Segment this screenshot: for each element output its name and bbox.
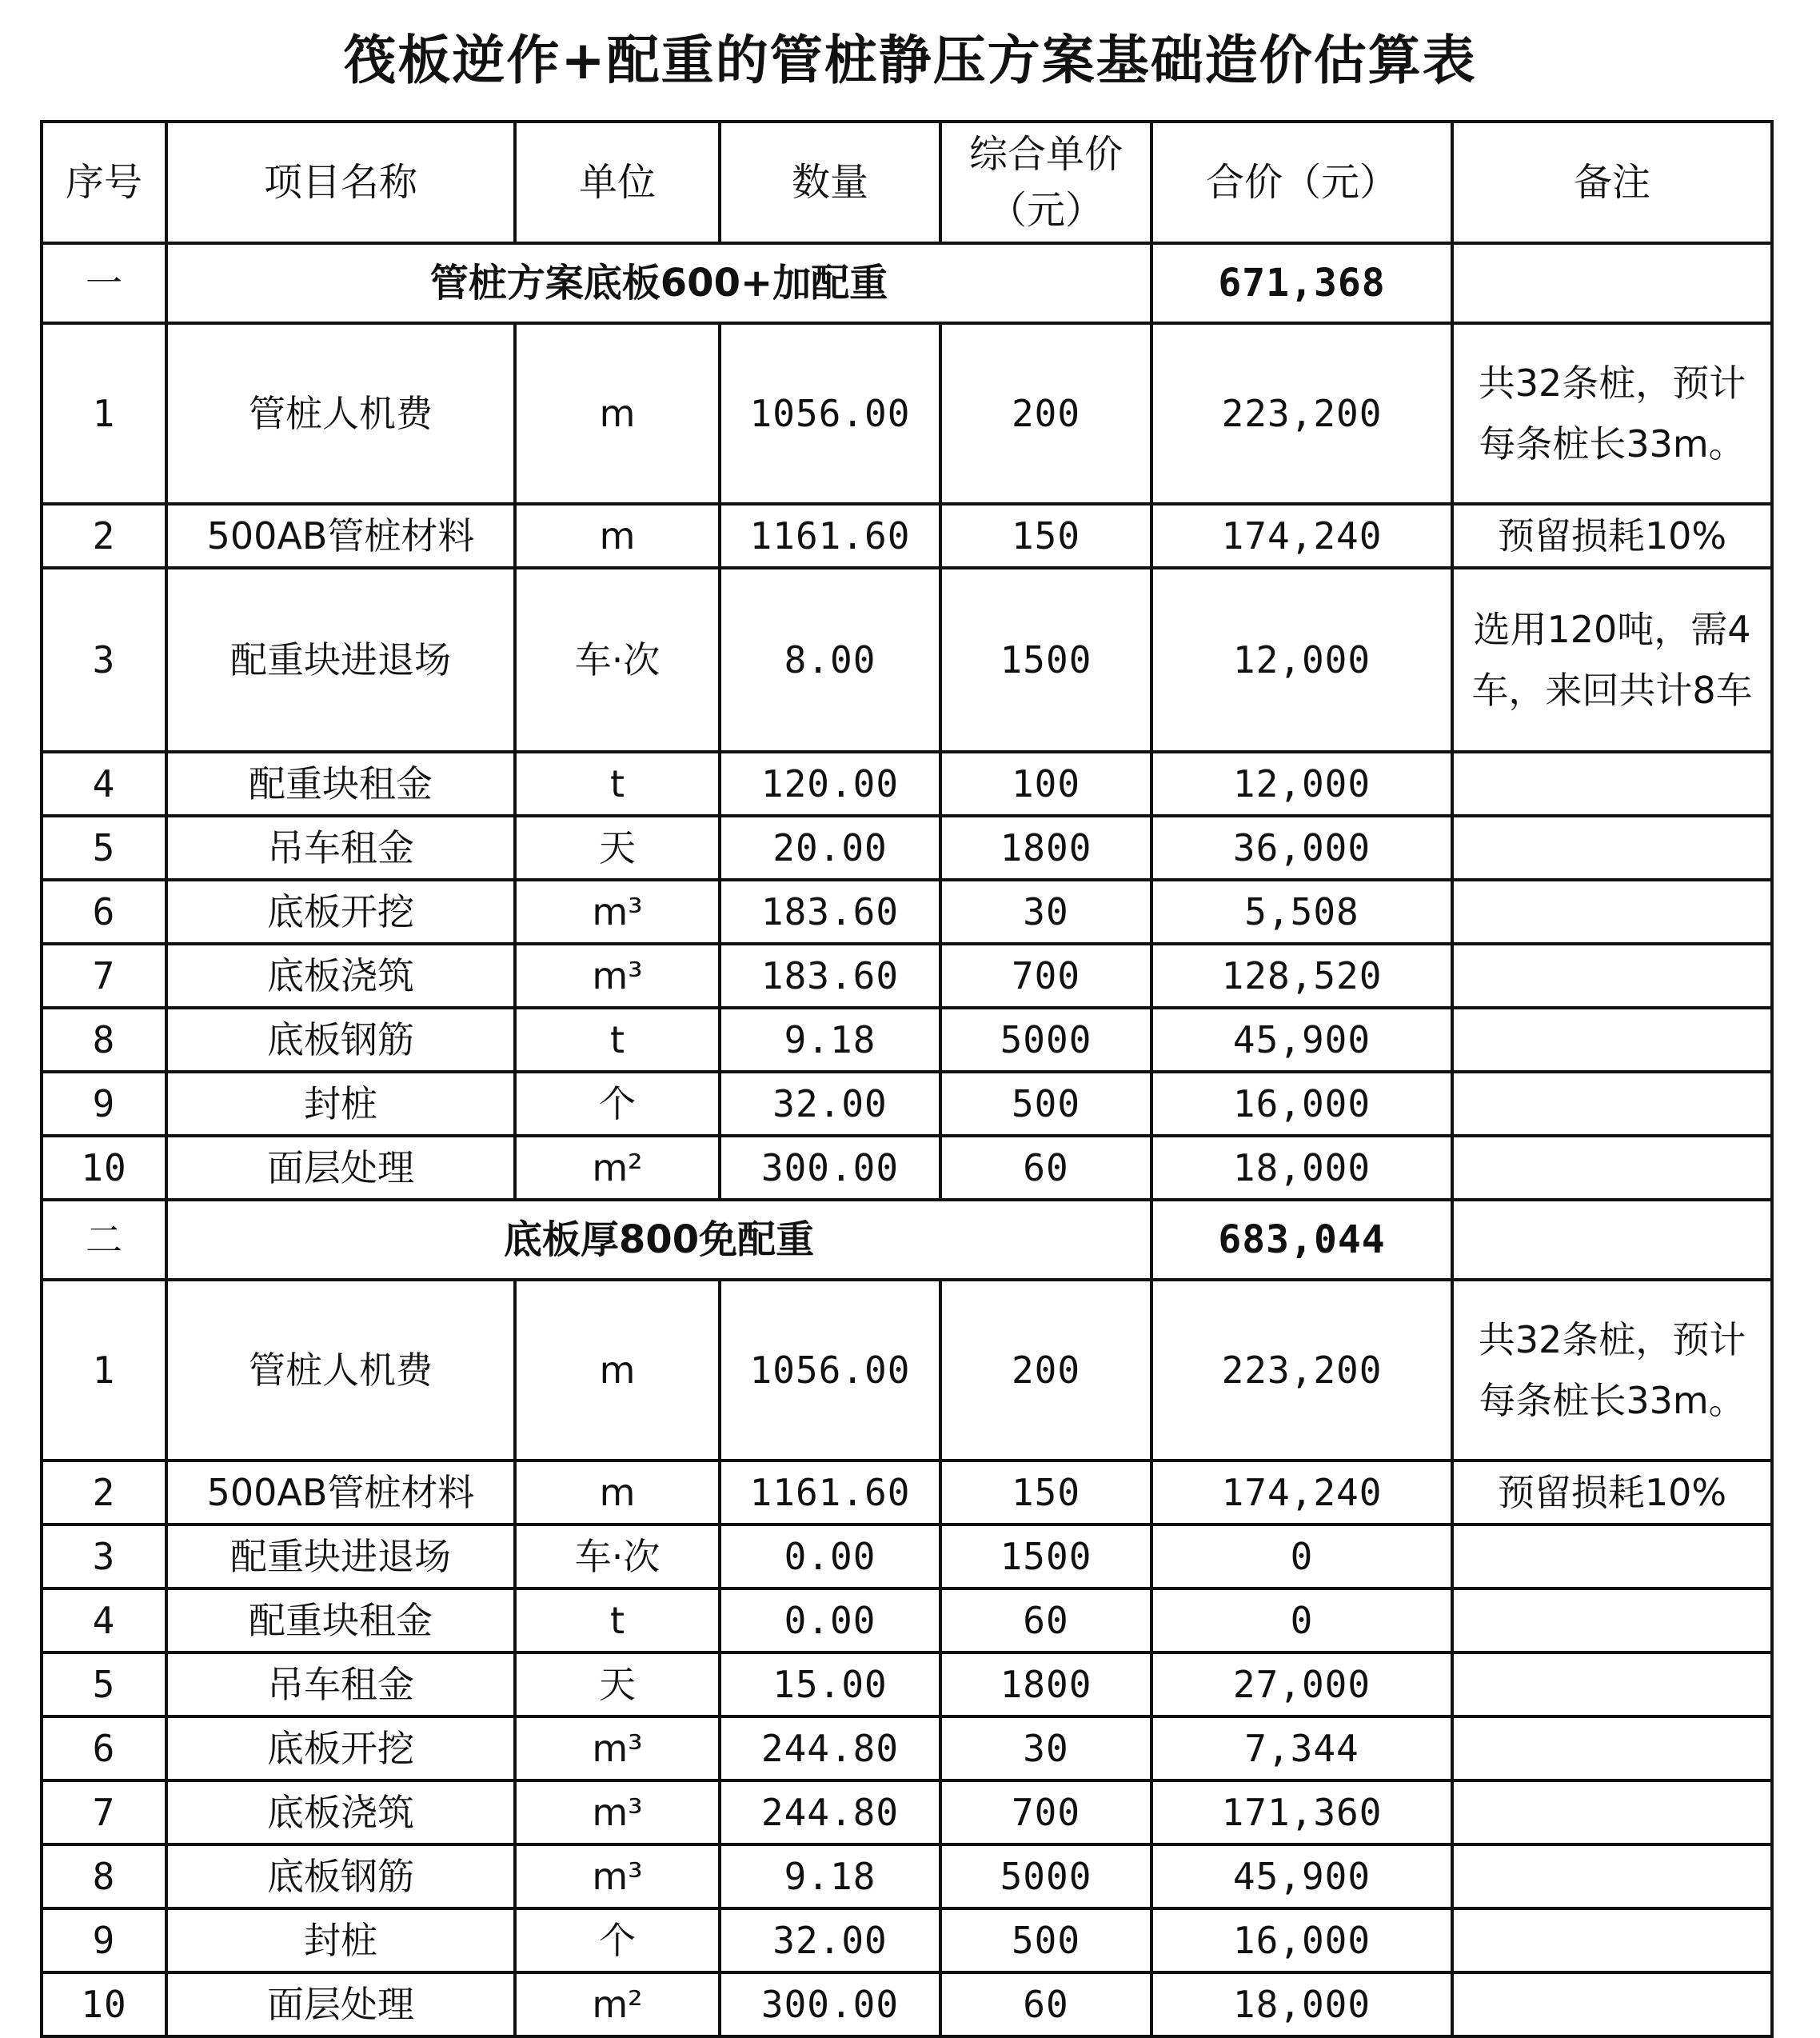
row-qty: 300.00: [720, 1136, 940, 1200]
section-title: 管桩方案底板600+加配重: [166, 243, 1151, 323]
row-unit: m: [515, 1280, 720, 1461]
row-unit: 天: [515, 816, 720, 880]
row-unit: m³: [515, 1844, 720, 1908]
row-remark: 预留损耗10%: [1452, 504, 1772, 568]
table-row: [42, 1844, 1772, 1908]
table-row: [42, 1588, 1772, 1652]
table-row: [42, 1280, 1772, 1461]
row-qty: 183.60: [720, 880, 940, 944]
row-unit-price: 200: [940, 1280, 1151, 1461]
row-qty: 9.18: [720, 1008, 940, 1072]
row-no: 1: [42, 1280, 166, 1461]
row-unit-price: 5000: [940, 1008, 1151, 1072]
row-remark: [1452, 1908, 1772, 1972]
table-row: [42, 1908, 1772, 1972]
row-unit: m²: [515, 1972, 720, 2036]
row-unit-price: 60: [940, 1136, 1151, 1200]
row-unit: m: [515, 323, 720, 504]
row-unit-price: 5000: [940, 1844, 1151, 1908]
row-name: 底板浇筑: [166, 1780, 515, 1844]
row-unit: m²: [515, 1136, 720, 1200]
row-name: 底板钢筋: [166, 1008, 515, 1072]
row-qty: 1056.00: [720, 1280, 940, 1461]
section-no: 二: [42, 1200, 166, 1280]
row-total: 174,240: [1151, 504, 1452, 568]
table-row: [42, 1972, 1772, 2036]
row-name: 底板钢筋: [166, 1844, 515, 1908]
row-qty: 8.00: [720, 568, 940, 752]
row-total: 5,508: [1151, 880, 1452, 944]
section-title: 底板厚800免配重: [166, 1200, 1151, 1280]
header-no: 序号: [42, 122, 166, 243]
row-no: 7: [42, 944, 166, 1008]
row-no: 9: [42, 1072, 166, 1136]
row-remark: 选用120吨，需4车，来回共计8车: [1452, 568, 1772, 752]
row-name: 底板浇筑: [166, 944, 515, 1008]
row-qty: 244.80: [720, 1716, 940, 1780]
section-remark: [1452, 243, 1772, 323]
table-row: [42, 944, 1772, 1008]
table-row: [42, 1652, 1772, 1716]
row-qty: 15.00: [720, 1652, 940, 1716]
row-no: 10: [42, 1136, 166, 1200]
table-row: [42, 1136, 1772, 1200]
row-qty: 9.18: [720, 1844, 940, 1908]
row-total: 174,240: [1151, 1461, 1452, 1525]
header-qty: 数量: [720, 122, 940, 243]
row-name: 500AB管桩材料: [166, 1461, 515, 1525]
row-no: 5: [42, 816, 166, 880]
table-row: [42, 1716, 1772, 1780]
row-unit-price: 30: [940, 880, 1151, 944]
header-remark: 备注: [1452, 122, 1772, 243]
row-no: 1: [42, 323, 166, 504]
row-remark: [1452, 1588, 1772, 1652]
table-row: [42, 816, 1772, 880]
row-qty: 20.00: [720, 816, 940, 880]
row-qty: 120.00: [720, 752, 940, 816]
row-qty: 300.00: [720, 1972, 940, 2036]
section-no: 一: [42, 243, 166, 323]
row-unit: 车·次: [515, 568, 720, 752]
row-no: 5: [42, 1652, 166, 1716]
table-row: [42, 1072, 1772, 1136]
row-remark: 共32条桩，预计每条桩长33m。: [1452, 1280, 1772, 1461]
row-unit-price: 60: [940, 1588, 1151, 1652]
table-body: [42, 122, 1772, 2036]
row-no: 2: [42, 1461, 166, 1525]
header-unit: 单位: [515, 122, 720, 243]
row-unit-price: 1800: [940, 1652, 1151, 1716]
row-name: 封桩: [166, 1908, 515, 1972]
table-row: [42, 880, 1772, 944]
row-remark: [1452, 1008, 1772, 1072]
row-name: 配重块租金: [166, 752, 515, 816]
row-unit-price: 500: [940, 1072, 1151, 1136]
section-total: 683,044: [1151, 1200, 1452, 1280]
row-no: 6: [42, 1716, 166, 1780]
row-unit-price: 30: [940, 1716, 1151, 1780]
row-remark: [1452, 1136, 1772, 1200]
row-no: 3: [42, 568, 166, 752]
row-total: 16,000: [1151, 1072, 1452, 1136]
row-unit-price: 1500: [940, 568, 1151, 752]
header-name: 项目名称: [166, 122, 515, 243]
row-no: 4: [42, 752, 166, 816]
row-qty: 183.60: [720, 944, 940, 1008]
row-unit: m³: [515, 880, 720, 944]
row-name: 配重块进退场: [166, 1525, 515, 1588]
row-remark: 共32条桩，预计每条桩长33m。: [1452, 323, 1772, 504]
row-qty: 0.00: [720, 1588, 940, 1652]
row-no: 3: [42, 1525, 166, 1588]
row-remark: [1452, 1780, 1772, 1844]
row-total: 12,000: [1151, 568, 1452, 752]
row-total: 128,520: [1151, 944, 1452, 1008]
row-unit: 车·次: [515, 1525, 720, 1588]
row-unit: t: [515, 752, 720, 816]
row-qty: 0.00: [720, 1525, 940, 1588]
cost-estimate-table: [40, 120, 1774, 2038]
row-no: 8: [42, 1844, 166, 1908]
row-unit: m: [515, 1461, 720, 1525]
row-unit: m³: [515, 1716, 720, 1780]
table-row: [42, 1008, 1772, 1072]
row-name: 配重块进退场: [166, 568, 515, 752]
row-total: 36,000: [1151, 816, 1452, 880]
row-total: 12,000: [1151, 752, 1452, 816]
row-total: 0: [1151, 1588, 1452, 1652]
row-name: 底板开挖: [166, 880, 515, 944]
row-total: 171,360: [1151, 1780, 1452, 1844]
row-total: 18,000: [1151, 1972, 1452, 2036]
row-unit: m³: [515, 944, 720, 1008]
row-remark: [1452, 752, 1772, 816]
table-row: [42, 1461, 1772, 1525]
row-qty: 1056.00: [720, 323, 940, 504]
row-unit-price: 700: [940, 1780, 1151, 1844]
row-unit-price: 150: [940, 1461, 1151, 1525]
row-name: 底板开挖: [166, 1716, 515, 1780]
row-name: 面层处理: [166, 1136, 515, 1200]
row-qty: 1161.60: [720, 1461, 940, 1525]
row-remark: [1452, 816, 1772, 880]
row-qty: 244.80: [720, 1780, 940, 1844]
header-unit-price: 综合单价（元）: [940, 122, 1151, 243]
page-title: 筏板逆作+配重的管桩静压方案基础造价估算表: [343, 30, 1477, 91]
row-name: 管桩人机费: [166, 1280, 515, 1461]
row-total: 223,200: [1151, 1280, 1452, 1461]
row-unit-price: 200: [940, 323, 1151, 504]
row-no: 8: [42, 1008, 166, 1072]
row-unit: m: [515, 504, 720, 568]
section-row: [42, 243, 1772, 323]
row-unit-price: 500: [940, 1908, 1151, 1972]
row-name: 配重块租金: [166, 1588, 515, 1652]
row-remark: [1452, 944, 1772, 1008]
row-remark: [1452, 1652, 1772, 1716]
row-qty: 1161.60: [720, 504, 940, 568]
row-name: 吊车租金: [166, 816, 515, 880]
row-qty: 32.00: [720, 1072, 940, 1136]
row-unit: 个: [515, 1908, 720, 1972]
row-name: 管桩人机费: [166, 323, 515, 504]
row-unit-price: 60: [940, 1972, 1151, 2036]
row-name: 吊车租金: [166, 1652, 515, 1716]
section-remark: [1452, 1200, 1772, 1280]
row-name: 500AB管桩材料: [166, 504, 515, 568]
table-row: [42, 568, 1772, 752]
table-row: [42, 1780, 1772, 1844]
row-unit-price: 1500: [940, 1525, 1151, 1588]
row-no: 9: [42, 1908, 166, 1972]
row-unit: t: [515, 1008, 720, 1072]
row-no: 10: [42, 1972, 166, 2036]
row-name: 面层处理: [166, 1972, 515, 2036]
row-total: 45,900: [1151, 1008, 1452, 1072]
header-total: 合价（元）: [1151, 122, 1452, 243]
row-remark: [1452, 1972, 1772, 2036]
table-row: [42, 752, 1772, 816]
row-unit-price: 700: [940, 944, 1151, 1008]
row-qty: 32.00: [720, 1908, 940, 1972]
table-row: [42, 323, 1772, 504]
row-unit-price: 150: [940, 504, 1151, 568]
row-total: 16,000: [1151, 1908, 1452, 1972]
section-total: 671,368: [1151, 243, 1452, 323]
row-total: 0: [1151, 1525, 1452, 1588]
row-total: 7,344: [1151, 1716, 1452, 1780]
table-header-row: [42, 122, 1772, 243]
row-unit-price: 100: [940, 752, 1151, 816]
row-total: 27,000: [1151, 1652, 1452, 1716]
row-unit: t: [515, 1588, 720, 1652]
table-row: [42, 1525, 1772, 1588]
row-remark: [1452, 1525, 1772, 1588]
row-total: 223,200: [1151, 323, 1452, 504]
row-no: 4: [42, 1588, 166, 1652]
row-total: 18,000: [1151, 1136, 1452, 1200]
row-remark: 预留损耗10%: [1452, 1461, 1772, 1525]
row-remark: [1452, 1844, 1772, 1908]
row-total: 45,900: [1151, 1844, 1452, 1908]
row-no: 2: [42, 504, 166, 568]
row-unit: 天: [515, 1652, 720, 1716]
row-unit-price: 1800: [940, 816, 1151, 880]
row-unit: m³: [515, 1780, 720, 1844]
row-no: 6: [42, 880, 166, 944]
row-unit: 个: [515, 1072, 720, 1136]
row-remark: [1452, 1072, 1772, 1136]
table-row: [42, 504, 1772, 568]
section-row: [42, 1200, 1772, 1280]
row-name: 封桩: [166, 1072, 515, 1136]
row-remark: [1452, 1716, 1772, 1780]
row-no: 7: [42, 1780, 166, 1844]
row-remark: [1452, 880, 1772, 944]
